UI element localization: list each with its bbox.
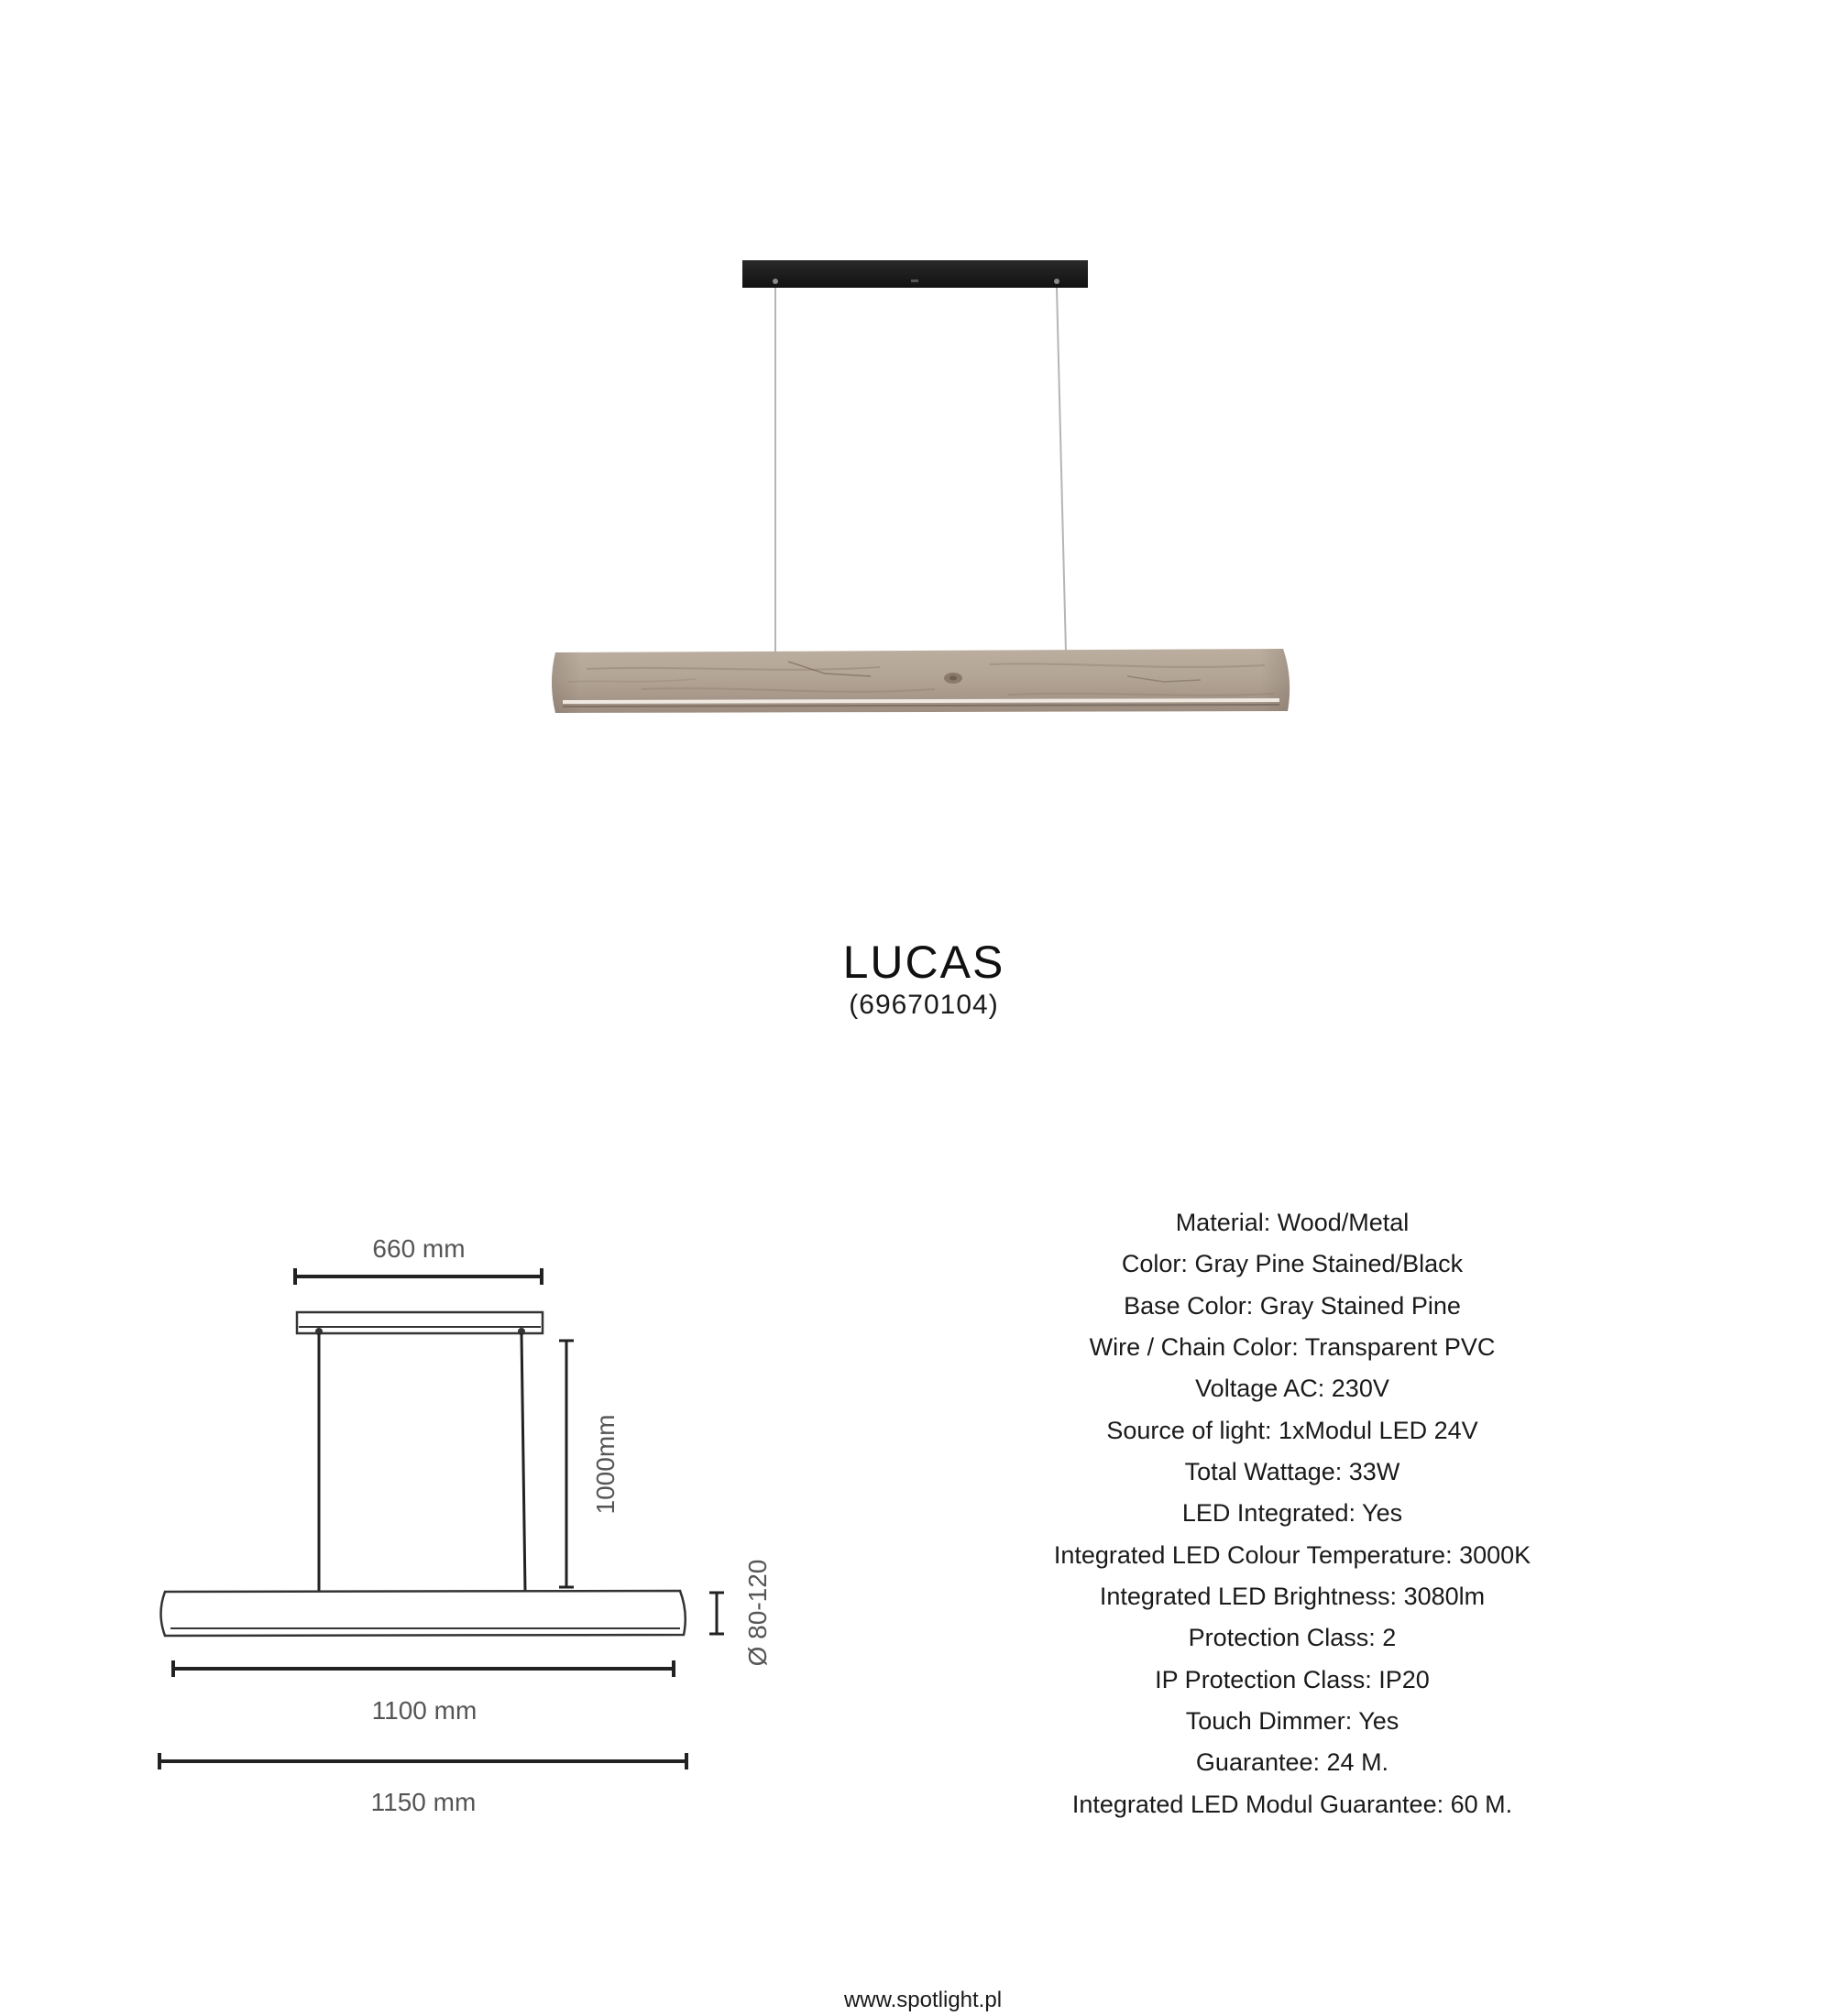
spec-value: 33W (1348, 1458, 1400, 1486)
spec-value: 1xModul LED 24V (1279, 1416, 1478, 1444)
product-code: (69670104) (849, 990, 999, 1020)
spec-row-touch-dimmer (971, 1701, 1613, 1742)
spec-label: Touch Dimmer: (1185, 1707, 1353, 1736)
spec-label: LED Integrated: (1181, 1499, 1356, 1528)
canopy-screw-left (773, 279, 778, 284)
spec-row-brightness (971, 1576, 1613, 1617)
spec-row-total-wattage (971, 1452, 1613, 1493)
spec-value: 3000K (1459, 1540, 1531, 1569)
wood-knot (949, 676, 957, 681)
product-photo (0, 0, 1833, 825)
spec-value: Wood/Metal (1277, 1209, 1410, 1236)
canopy-width-label: 660 mm (372, 1234, 466, 1263)
suspension-wire-right (1057, 288, 1066, 652)
spec-value: 3080lm (1403, 1583, 1486, 1611)
spec-row-ip-class (971, 1660, 1613, 1701)
spec-label: Guarantee: (1195, 1748, 1321, 1777)
dimension-diagram (0, 1191, 916, 1851)
spec-label: Wire / Chain Color: (1089, 1333, 1299, 1362)
spec-value: Yes (1358, 1707, 1399, 1736)
spec-value: IP20 (1378, 1665, 1430, 1693)
spec-row-color (971, 1244, 1613, 1285)
spec-label: Base Color: (1124, 1291, 1254, 1320)
spec-row-base-color (971, 1286, 1613, 1327)
canopy-outline (297, 1312, 543, 1333)
spec-label: Integrated LED Colour Temperature: (1053, 1540, 1453, 1569)
spec-value: 2 (1382, 1624, 1397, 1652)
spec-row-light-source (971, 1410, 1613, 1452)
spec-label: Voltage AC: (1195, 1375, 1325, 1403)
total-length-label: 1150 mm (370, 1788, 477, 1816)
led-strip (563, 700, 1279, 702)
spec-value: Gray Stained Pine (1259, 1291, 1461, 1320)
spec-value: 230V (1331, 1375, 1389, 1403)
spec-label: Source of light: (1106, 1416, 1272, 1444)
spec-label: Total Wattage: (1184, 1458, 1343, 1486)
spec-label: Integrated LED Brightness: (1099, 1583, 1398, 1611)
spec-value: 60 M. (1450, 1790, 1513, 1818)
specification-list (971, 1202, 1613, 1825)
spec-row-material (971, 1202, 1613, 1244)
spec-value: 24 M. (1326, 1748, 1389, 1777)
spec-row-led-module-guarantee (971, 1784, 1613, 1825)
spec-row-protection-class (971, 1617, 1613, 1659)
spec-row-colour-temperature (971, 1535, 1613, 1576)
spec-row-led-integrated (971, 1493, 1613, 1534)
product-name: LUCAS (842, 937, 1005, 988)
canopy-screw-right (1054, 279, 1059, 284)
diagram-wire-right (521, 1333, 525, 1592)
ceiling-canopy (742, 260, 1088, 288)
spec-row-voltage (971, 1368, 1613, 1409)
spec-label: Integrated LED Modul Guarantee: (1071, 1790, 1444, 1818)
spec-value: Gray Pine Stained/Black (1194, 1250, 1464, 1278)
diameter-label: Ø 80-120 (743, 1559, 772, 1667)
spec-value: Yes (1362, 1499, 1403, 1528)
light-length-label: 1100 mm (371, 1696, 477, 1725)
canopy-center-mark (911, 279, 918, 282)
suspension-height-label: 1000mm (591, 1414, 620, 1515)
spec-label: IP Protection Class: (1155, 1665, 1372, 1693)
spec-row-guarantee (971, 1742, 1613, 1783)
spec-row-wire-color (971, 1327, 1613, 1368)
spec-label: Color: (1121, 1250, 1188, 1278)
spec-label: Material: (1175, 1209, 1271, 1236)
footer-website: www.spotlight.pl (843, 1988, 1003, 2012)
spec-value: Transparent PVC (1304, 1333, 1496, 1362)
spec-label: Protection Class: (1188, 1624, 1376, 1652)
